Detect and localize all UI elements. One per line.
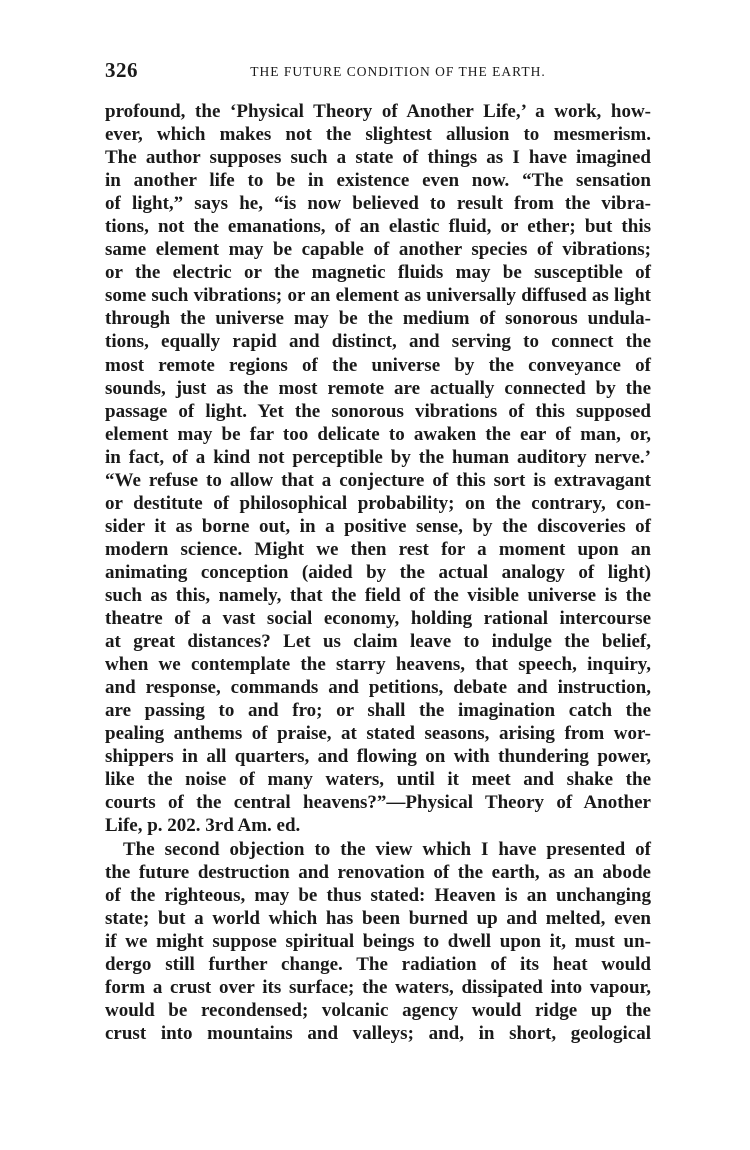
text-line: in fact, of a kind not perceptible by the human auditory nerve.’ <box>105 446 651 468</box>
text-line: would be recondensed; volcanic agency would ridge up the <box>105 999 651 1021</box>
text-line: through the universe may be the medium of sonorous undula- <box>105 308 651 330</box>
text-line: sounds, just as the most remote are actually connected by the <box>105 377 651 399</box>
text-line: most remote regions of the universe by the conveyance of <box>105 354 651 376</box>
text-line: profound, the ‘Physical Theory of Another Life,’ a work, how- <box>105 101 651 122</box>
text-line: and response, commands and petitions, debate and instruction, <box>105 677 651 699</box>
text-line: of the righteous, may be thus stated: Heaven is an unchanging <box>105 884 651 906</box>
text-line: in another life to be in existence even now. “The sensation <box>105 170 651 192</box>
text-line: courts of the central heavens?”—Physical Theory of Another <box>105 792 651 814</box>
text-line: animating conception (aided by the actual analogy of light) <box>105 561 651 583</box>
text-line: tions, equally rapid and distinct, and serving to connect the <box>105 331 651 353</box>
text-line: crust into mountains and valleys; and, in short, geological <box>105 1022 651 1044</box>
text-line: such as this, namely, that the field of the visible universe is the <box>105 584 651 606</box>
text-line: The second objection to the view which I have presented of <box>123 838 651 860</box>
text-line: dergo still further change. The radiation of its heat would <box>105 953 651 975</box>
text-line: some such vibrations; or an element as universally diffused as light <box>105 285 651 307</box>
text-line: passage of light. Yet the sonorous vibrations of this supposed <box>105 400 651 422</box>
text-line: same element may be capable of another species of vibrations; <box>105 239 651 261</box>
text-line: element may be far too delicate to awaken the ear of man, or, <box>105 423 651 445</box>
text-line: The author supposes such a state of things as I have imagined <box>105 147 651 169</box>
text-line: sider it as borne out, in a positive sense, by the discoveries of <box>105 515 651 537</box>
text-line: of light,” says he, “is now believed to result from the vibra- <box>105 193 651 215</box>
text-line: the future destruction and renovation of the earth, as an abode <box>105 861 651 883</box>
text-line: ever, which makes not the slightest allusion to mesmerism. <box>105 124 651 146</box>
text-line: or the electric or the magnetic fluids may be susceptible of <box>105 262 651 284</box>
text-line: form a crust over its surface; the waters, dissipated into vapour, <box>105 976 651 998</box>
text-line: are passing to and fro; or shall the imagination catch the <box>105 700 651 722</box>
text-line: or destitute of philosophical probability; on the contrary, con- <box>105 492 651 514</box>
text-line: shippers in all quarters, and flowing on with thundering power, <box>105 746 651 768</box>
body-text <box>105 100 651 1045</box>
text-line: theatre of a vast social economy, holding rational intercourse <box>105 608 651 630</box>
text-line: like the noise of many waters, until it meet and shake the <box>105 769 651 791</box>
text-line: when we contemplate the starry heavens, that speech, inquiry, <box>105 654 651 676</box>
text-line: state; but a world which has been burned up and melted, even <box>105 907 651 929</box>
text-line: modern science. Might we then rest for a moment upon an <box>105 538 651 560</box>
page-number: 326 <box>105 58 138 82</box>
text-line: tions, not the emanations, of an elastic fluid, or ether; but this <box>105 216 651 238</box>
running-title: THE FUTURE CONDITION OF THE EARTH. <box>250 64 546 79</box>
text-line: at great distances? Let us claim leave to indulge the belief, <box>105 631 651 653</box>
running-header <box>105 58 651 88</box>
text-line: pealing anthems of praise, at stated seasons, arising from wor- <box>105 723 651 745</box>
text-line: “We refuse to allow that a conjecture of this sort is extravagant <box>105 469 651 491</box>
book-page <box>105 58 651 1045</box>
text-line: if we might suppose spiritual beings to dwell upon it, must un- <box>105 930 651 952</box>
text-line: Life, p. 202. 3rd Am. ed. <box>105 815 301 837</box>
